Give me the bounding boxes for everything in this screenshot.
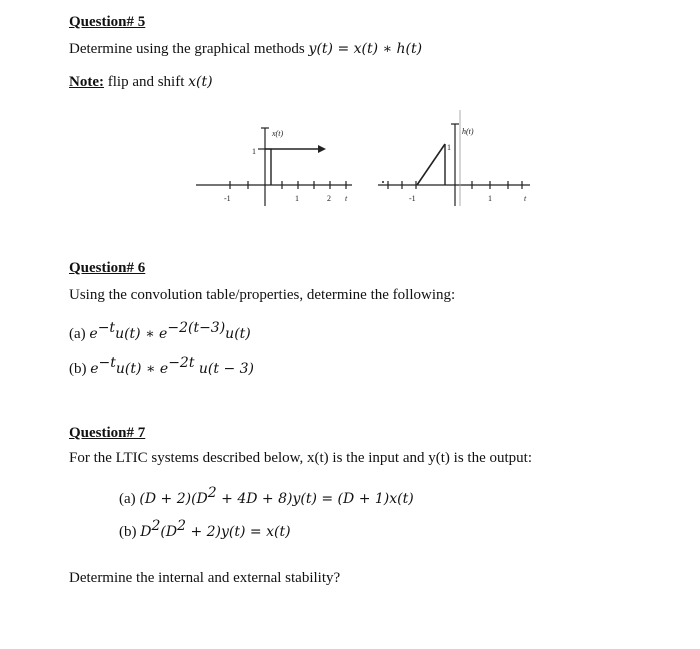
q7-part-a-exp-1: 2 <box>207 485 217 501</box>
part-b-label: (b) <box>69 361 91 377</box>
x-graph-tick-2: 2 <box>327 194 331 203</box>
x-graph-tick-1: 1 <box>295 194 299 203</box>
h-graph-ramp <box>417 144 445 185</box>
q7-part-a-expr-1: (D + 2)(D <box>139 491 208 507</box>
h-graph-level-label: 1 <box>447 143 451 152</box>
question-7-heading: Question# 7 <box>69 425 146 441</box>
h-graph <box>378 110 530 206</box>
part-a-label: (a) <box>69 326 90 342</box>
part-b-expr-1: e <box>90 361 99 377</box>
part-a-expr-1: e <box>89 326 98 342</box>
question-7-closing: Determine the internal and external stability? <box>69 570 341 586</box>
question-5-prompt-text: Determine using the graphical methods <box>69 41 309 57</box>
x-graph-level-label: 1 <box>252 147 256 156</box>
q7-part-b-label: (b) <box>119 524 141 540</box>
x-graph-tick-t: t <box>345 194 348 203</box>
q7-part-a-expr-2: + 4D + 8)y(t) = (D + 1)x(t) <box>216 491 414 507</box>
question-7-part-a <box>119 485 414 508</box>
question-6-part-a <box>69 320 251 343</box>
note-math: x(t) <box>188 74 213 90</box>
q7-part-b-expr-2: (D <box>160 524 178 540</box>
q7-part-b-expr-1: D <box>140 524 152 540</box>
part-b-exp-1: −t <box>98 355 116 371</box>
question-6-heading: Question# 6 <box>69 260 146 276</box>
question-5-note <box>69 74 213 91</box>
q7-part-b-exp-1: 2 <box>151 518 161 534</box>
part-a-exp-1: −t <box>97 320 116 336</box>
part-b-expr-3: u(t − 3) <box>194 361 255 377</box>
question-5-heading: Question# 5 <box>69 14 146 30</box>
x-graph-label: x(t) <box>272 129 284 138</box>
note-label: Note: <box>69 74 104 90</box>
question-6-prompt: Using the convolution table/properties, determine the following: <box>69 287 456 303</box>
x-graph-tick-neg1: -1 <box>224 194 231 203</box>
q7-part-b-exp-2: 2 <box>177 518 187 534</box>
question-7-part-b <box>119 518 291 541</box>
part-a-expr-3: u(t) <box>225 326 251 342</box>
part-b-expr-2: u(t) ∗ e <box>115 361 169 377</box>
part-a-expr-2: u(t) ∗ e <box>115 326 168 342</box>
q7-part-b-expr-3: + 2)y(t) = x(t) <box>186 524 291 540</box>
part-b-exp-2: −2t <box>168 355 195 371</box>
h-graph-tick-neg1: -1 <box>409 194 416 203</box>
q7-part-a-label: (a) <box>119 491 140 507</box>
part-a-exp-2: −2(t−3) <box>167 320 226 336</box>
question-7-prompt: For the LTIC systems described below, x(t) is the input and y(t) is the output: <box>69 450 532 466</box>
note-text: flip and shift <box>103 74 189 90</box>
h-graph-tick-1: 1 <box>488 194 492 203</box>
signal-graphs <box>0 110 700 240</box>
question-5-prompt <box>69 41 422 58</box>
question-5-equation: y(t) = x(t) ∗ h(t) <box>308 41 423 57</box>
h-graph-label: h(t) <box>462 127 474 136</box>
question-6-part-b <box>69 355 254 378</box>
h-graph-tick-t: t <box>524 194 527 203</box>
